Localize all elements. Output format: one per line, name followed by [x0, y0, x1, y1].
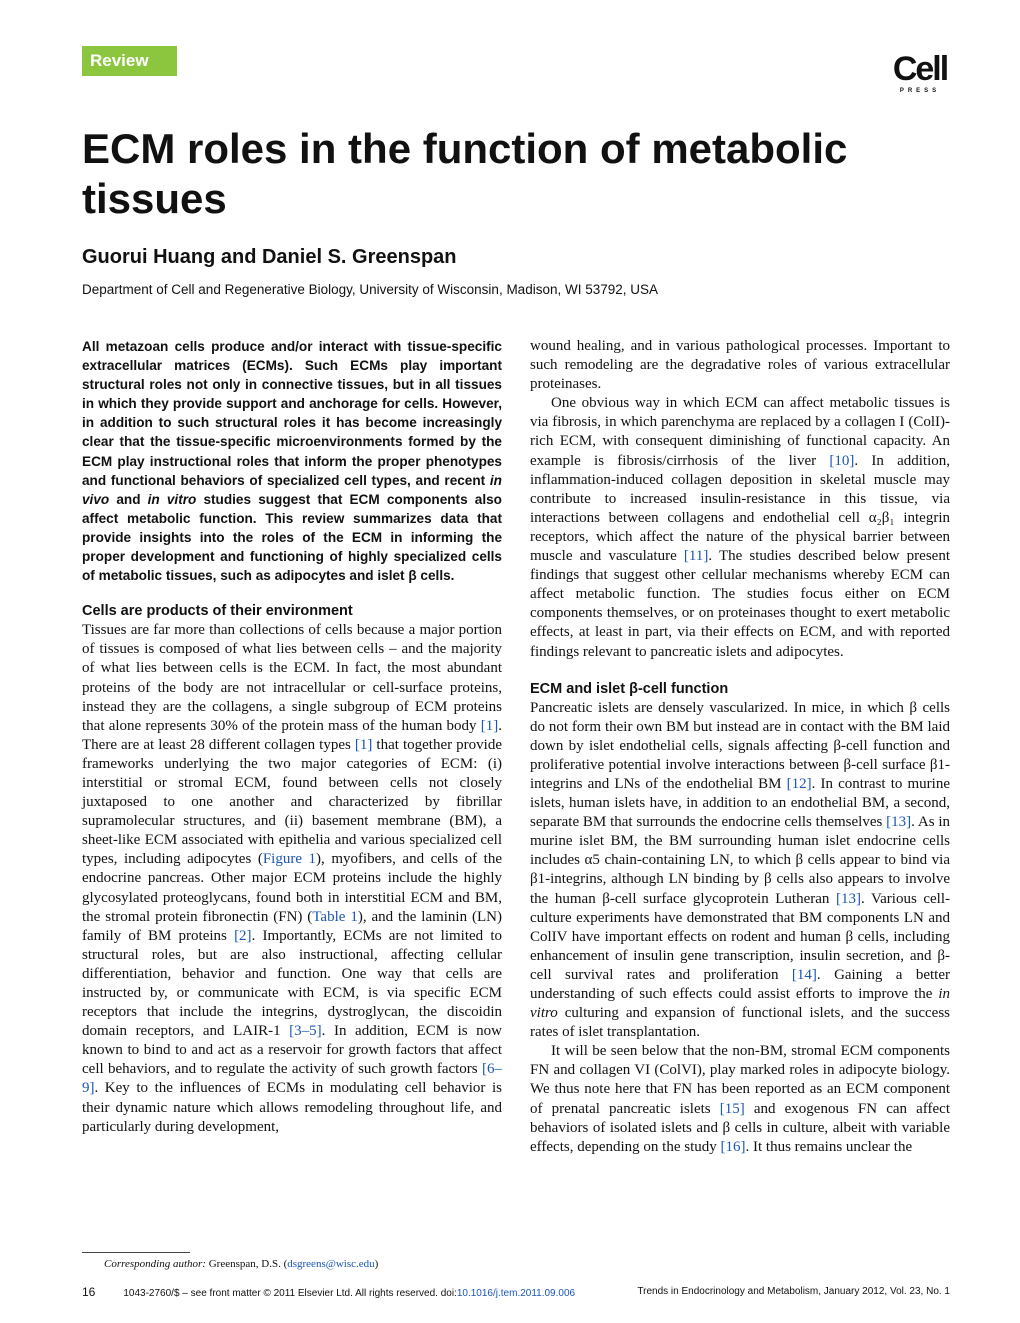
citation-link[interactable]: [6–9]	[82, 1061, 502, 1097]
section-cells-paragraph: Tissues are far more than collections of cells because a major portion of tissues is composed of what lies between cells – and the majority of what lies between cells is the ECM. In fact, the most abundant proteins of the body are not intracellular or cell-surface proteins, instead they are the collagens, a single subgroup of ECM proteins that alone represents 30% of the protein mass of the human body [1]. There are at least 28 different collagen types [1] that together provide frameworks underlying the two major categories of ECM: (i) interstitial or stromal ECM, found between cells not closely juxtaposed to one another and characterized by fibrillar supramolecular structures, and (ii) basement membrane (BM), a sheet-like ECM associated with epithelia and various specialized cell types, including adipocytes (Figure 1), myofibers, and cells of the endocrine pancreas. Other major ECM proteins include the highly glycosylated proteoglycans, found both in interstitial ECM and BM, the stromal protein fibronectin (FN) (Table 1), and the laminin (LN) family of BM proteins [2]. Importantly, ECMs are not limited to structural roles, but are also instructional, affecting cellular differentiation, behavior and function. One way that cells are instructed by, or communicate with ECM, is via specific ECM receptors that include the integrins, dystroglycan, the discoidin domain receptors, and LAIR-1 [3–5]. In addition, ECM is now known to bind to and act as a reservoir for growth factors that affect cell behaviors, and to regulate the activity of such growth factors [6–9]. Key to the influences of ECMs in modulating cell behavior is their dynamic nature which allows remodeling throughout life, and particularly during development,	[82, 622, 503, 1135]
author-email-link[interactable]: dsgreens@wisc.edu	[287, 1258, 375, 1270]
table-link[interactable]: Table 1	[312, 908, 358, 925]
citation-link[interactable]: [13]	[886, 814, 912, 831]
article-title: ECM roles in the function of metabolic tissues	[82, 125, 848, 222]
copyright-line: 1043-2760/$ – see front matter © 2011 Elsevier Ltd. All rights reserved. doi:	[123, 1288, 457, 1299]
citation-link[interactable]: [3–5]	[289, 1023, 322, 1040]
journal-citation: Trends in Endocrinology and Metabolism, January 2012, Vol. 23, No. 1	[637, 1286, 950, 1297]
doi-link[interactable]: 10.1016/j.tem.2011.09.006	[456, 1288, 576, 1299]
citation-link[interactable]: [1]	[480, 717, 499, 734]
citation-link[interactable]: [16]	[720, 1138, 746, 1155]
abstract: All metazoan cells produce and/or interact with tissue-specific extracellular matrices (ECMs). Such ECMs play important structural roles not only in connective tissues, but in all tissues in which they provide support and anchorage for cells. However, in addition to such structural roles it has become increasingly clear that the tissue-specific microenvironments formed by the ECM play instructional roles that inform the proper phenotypes and functional behaviors of specialized cell types, and recent in vivo and in vitro studies suggest that ECM components also affect metabolic function. This review summarizes data that provide insights into the roles of the ECM in informing the proper development and functioning of highly specialized cells of metabolic tissues, such as adipocytes and islet β cells.	[82, 339, 502, 584]
citation-link[interactable]: [10]	[829, 452, 855, 469]
page-number: 16	[82, 1285, 96, 1299]
figure-link[interactable]: Figure 1	[262, 851, 317, 868]
logo-press-text: PRESS	[899, 88, 941, 94]
author-affiliation: Department of Cell and Regenerative Biology, University of Wisconsin, Madison, WI 53792, USA	[82, 282, 659, 297]
stromal-ecm-paragraph: It will be seen below that the non-BM, stromal ECM components FN and collagen VI (ColVI), play marked roles in adipocyte biology. We thus note here that FN has been reported as an ECM component of prenatal pancreatic islets [15] and exogenous FN can affect behaviors of isolated islets and β cells in culture, albeit with variable effects, depending on the study [16]. It thus remains unclear the	[530, 1043, 950, 1155]
citation-link[interactable]: [1]	[354, 736, 373, 753]
section-heading-cells: Cells are products of their environment	[82, 603, 353, 620]
right-column	[530, 337, 950, 1157]
logo-cell-text: Cell	[892, 50, 948, 88]
remodeling-paragraph: wound healing, and in various pathological processes. Important to such remodeling are the degradative roles of various extracellular proteinases.	[530, 338, 950, 393]
section-heading-islet: ECM and islet β-cell function	[530, 680, 729, 697]
citation-link[interactable]: [14]	[791, 966, 817, 983]
citation-link[interactable]: [15]	[719, 1100, 745, 1117]
page-footer	[82, 1284, 950, 1302]
citation-link[interactable]: [13]	[835, 890, 861, 907]
article-authors: Guorui Huang and Daniel S. Greenspan	[82, 246, 457, 268]
left-column	[82, 337, 502, 1137]
section-tab-review: Review	[82, 46, 177, 76]
cell-press-logo	[888, 52, 952, 95]
citation-link[interactable]: [12]	[786, 775, 812, 792]
citation-link[interactable]: [11]	[683, 548, 709, 565]
islet-paragraph: Pancreatic islets are densely vascularized. In mice, in which β cells do not form their own BM but instead are in contact with the BM laid down by islet endothelial cells, signals affecting β-cell function and proliferative potential involve interactions between β-cell surface β1-integrins and LNs of the endothelial BM [12]. In contrast to murine islets, human islets have, in addition to an endothelial BM, a second, separate BM that surrounds the endocrine cells themselves [13]. As in murine islet BM, the BM surrounding human islet endocrine cells includes α5 chain-containing LN, to which β cells appear to bind via β1-integrins, although LN binding by β cells also appears to involve the human β-cell surface glycoprotein Lutheran [13]. Various cell-culture experiments have demonstrated that BM components LN and ColIV have important effects on rodent and human β cells, including enhancement of insulin gene transcription, insulin secretion, and β-cell survival rates and proliferation [14]. Gaining a better understanding of such effects could assist efforts to improve the in vitro culturing and expansion of functional islets, and the success rates of islet transplantation.	[530, 699, 951, 1041]
corresponding-author-note: Corresponding author: Greenspan, D.S. (dsgreens@wisc.edu)	[104, 1258, 379, 1270]
footnote-divider	[82, 1252, 190, 1253]
fibrosis-paragraph: One obvious way in which ECM can affect metabolic tissues is via fibrosis, in which parenchyma are replaced by a collagen I (ColI)-rich ECM, with consequent diminishing of functional capacity. An example is fibrosis/cirrhosis of the liver [10]. In addition, inflammation-induced collagen deposition in skeletal muscle may contribute to increased insulin-resistance in this tissue, via interactions between collagens and endothelial cell α₂β₁ integrin receptors, which affect the nature of the physical barrier between muscle and vasculature [11]. The studies described below present findings that suggest other cellular mechanisms whereby ECM can affect metabolic function. The studies focus either on ECM components themselves, or on proteinases thought to exert metabolic effects, at least in part, via their effects on ECM, and with reported findings relevant to pancreatic islets and adipocytes.	[530, 395, 951, 660]
citation-link[interactable]: [2]	[234, 927, 252, 944]
